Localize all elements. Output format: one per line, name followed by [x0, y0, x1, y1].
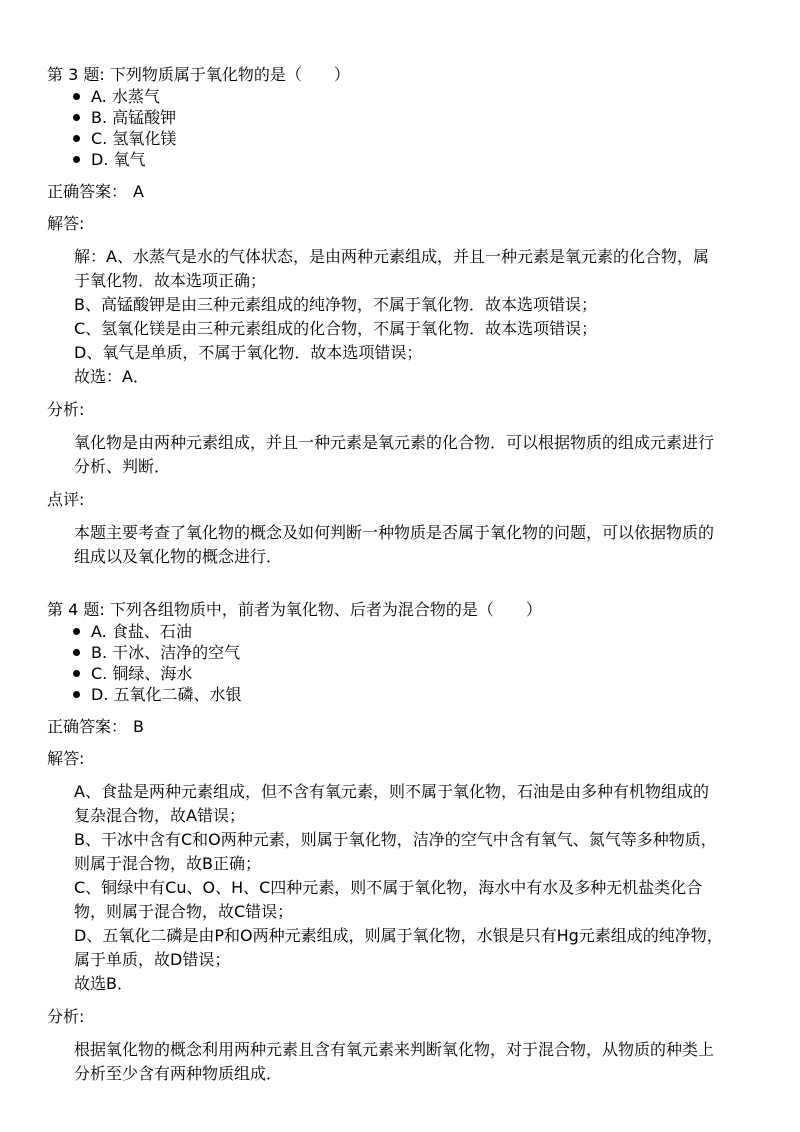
option-a	[47, 621, 800, 642]
question-title: 第 4 题: 下列各组物质中，前者为氧化物、后者为混合物的是（ ）	[47, 600, 542, 619]
answer-label: 正确答案：	[47, 182, 128, 201]
answer-value: B	[133, 717, 144, 736]
solution-line: 解：A、水蒸气是水的气体状态，是由两种元素组成，并且一种元素是氧元素的化合物，属	[74, 247, 709, 266]
section-heading-analysis: 分析:	[47, 1007, 85, 1026]
solution-line: B、干冰中含有C和O两种元素，则属于氧化物，洁净的空气中含有氧气、氮气等多种物质，	[74, 830, 717, 849]
option-list	[47, 621, 800, 705]
analysis-line: 分析、判断．	[74, 457, 171, 476]
section-heading-analysis: 分析:	[47, 400, 85, 419]
analysis-line: 氧化物是由两种元素组成，并且一种元素是氧元素的化合物．可以根据物质的组成元素进行	[74, 433, 715, 452]
option-label: D. 五氧化二磷、水银	[91, 685, 242, 704]
option-b	[47, 642, 800, 663]
solution-line: A、食盐是两种元素组成，但不含有氧元素，则不属于氧化物，石油是由多种有机物组成的	[74, 782, 709, 801]
section-heading-solution: 解答:	[47, 749, 85, 768]
section-analysis	[47, 1038, 800, 1086]
option-label: C. 铜绿、海水	[91, 664, 193, 683]
bullet-icon	[73, 114, 80, 121]
solution-line: 故选：A．	[74, 367, 149, 386]
solution-line: 故选B．	[74, 974, 133, 993]
question-4	[0, 599, 800, 1086]
section-heading-solution: 解答:	[47, 214, 85, 233]
answer-label: 正确答案：	[47, 717, 128, 736]
option-label: A. 水蒸气	[91, 87, 160, 106]
bullet-icon	[73, 135, 80, 142]
option-label: D. 氧气	[91, 150, 146, 169]
option-label: C. 氢氧化镁	[91, 129, 177, 148]
bullet-icon	[73, 156, 80, 163]
solution-line: C、氢氧化镁是由三种元素组成的化合物，不属于氧化物．故本选项错误；	[74, 319, 598, 338]
option-list	[47, 86, 800, 170]
option-label: B. 高锰酸钾	[91, 108, 177, 127]
question-3	[0, 64, 800, 569]
bullet-icon	[73, 649, 80, 656]
option-d	[47, 684, 800, 705]
solution-line: 则属于混合物，故B正确；	[74, 854, 261, 873]
solution-line: 于氧化物．故本选项正确；	[74, 271, 267, 290]
answer-value: A	[133, 182, 144, 201]
comment-line: 组成以及氧化物的概念进行．	[74, 547, 283, 566]
section-solution	[47, 245, 800, 389]
solution-line: D、五氧化二磷是由P和O两种元素组成，则属于氧化物，水银是只有Hg元素组成的纯净物，	[74, 926, 723, 945]
option-d	[47, 149, 800, 170]
bullet-icon	[73, 628, 80, 635]
option-label: B. 干冰、洁净的空气	[91, 643, 241, 662]
option-a	[47, 86, 800, 107]
option-c	[47, 128, 800, 149]
section-heading-comment: 点评:	[47, 490, 85, 509]
correct-answer	[47, 181, 800, 203]
solution-line: C、铜绿中有Cu、O、H、C四种元素，则不属于氧化物，海水中有水及多种无机盐类化合	[74, 878, 703, 897]
solution-line: 属于单质，故D错误；	[74, 950, 231, 969]
section-comment	[47, 521, 800, 569]
comment-line: 本题主要考查了氧化物的概念及如何判断一种物质是否属于氧化物的问题，可以依据物质的	[74, 523, 715, 542]
section-solution	[47, 780, 800, 996]
option-c	[47, 663, 800, 684]
solution-line: D、氧气是单质，不属于氧化物．故本选项错误；	[74, 343, 423, 362]
analysis-line: 根据氧化物的概念利用两种元素且含有氧元素来判断氧化物，对于混合物，从物质的种类上	[74, 1040, 715, 1059]
option-b	[47, 107, 800, 128]
bullet-icon	[73, 691, 80, 698]
analysis-line: 分析至少含有两种物质组成．	[74, 1064, 283, 1083]
solution-line: 复杂混合物，故A错误；	[74, 806, 245, 825]
option-label: A. 食盐、石油	[91, 622, 192, 641]
bullet-icon	[73, 670, 80, 677]
bullet-icon	[73, 93, 80, 100]
solution-line: B、高锰酸钾是由三种元素组成的纯净物，不属于氧化物．故本选项错误；	[74, 295, 597, 314]
section-analysis	[47, 431, 800, 479]
correct-answer	[47, 716, 800, 738]
solution-line: 物，则属于混合物，故C错误；	[74, 902, 294, 921]
question-title: 第 3 题: 下列物质属于氧化物的是（ ）	[47, 65, 350, 84]
